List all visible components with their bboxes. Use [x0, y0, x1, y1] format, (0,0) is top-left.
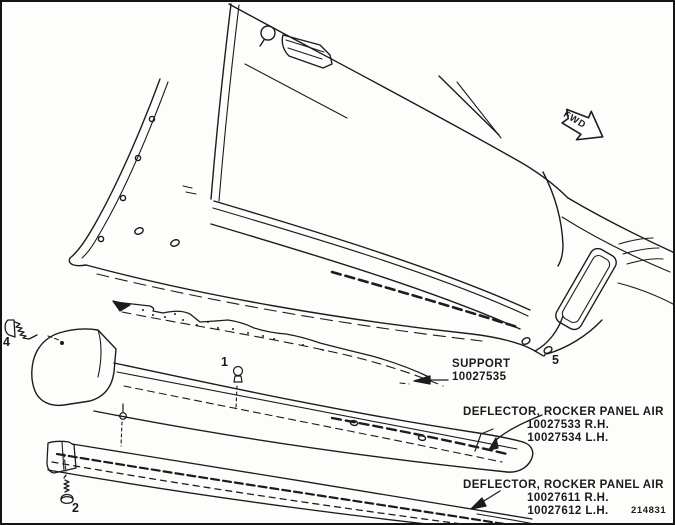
deflector-upper-drawing [32, 329, 533, 472]
door-panel-drawing [69, 4, 675, 356]
figure-number: 214831 [631, 505, 667, 516]
deflector-upper-label [463, 406, 673, 445]
callout-2: 2 [72, 501, 79, 515]
deflector-upper-name: DEFLECTOR, ROCKER PANEL AIR [463, 406, 664, 418]
support-label [452, 358, 510, 384]
callout-4: 4 [3, 335, 10, 349]
support-part: 10027535 [452, 371, 507, 383]
deflector-lower-lh: 10027612 L.H. [527, 505, 609, 517]
deflector-upper-lh: 10027534 L.H. [527, 432, 609, 444]
fwd-label: FWD [561, 109, 589, 132]
callout-5: 5 [552, 353, 559, 367]
support-name: SUPPORT [452, 358, 511, 370]
fastener-1 [234, 367, 243, 409]
deflector-lower-rh: 10027611 R.H. [527, 492, 609, 504]
screw-4 [5, 320, 59, 340]
callout-1: 1 [221, 355, 228, 369]
line-art [2, 2, 675, 525]
deflector-lower-name: DEFLECTOR, ROCKER PANEL AIR [463, 479, 664, 491]
fastener-3 [120, 404, 127, 446]
quarter-vent [553, 246, 619, 333]
deflector-upper-rh: 10027533 R.H. [526, 419, 610, 431]
